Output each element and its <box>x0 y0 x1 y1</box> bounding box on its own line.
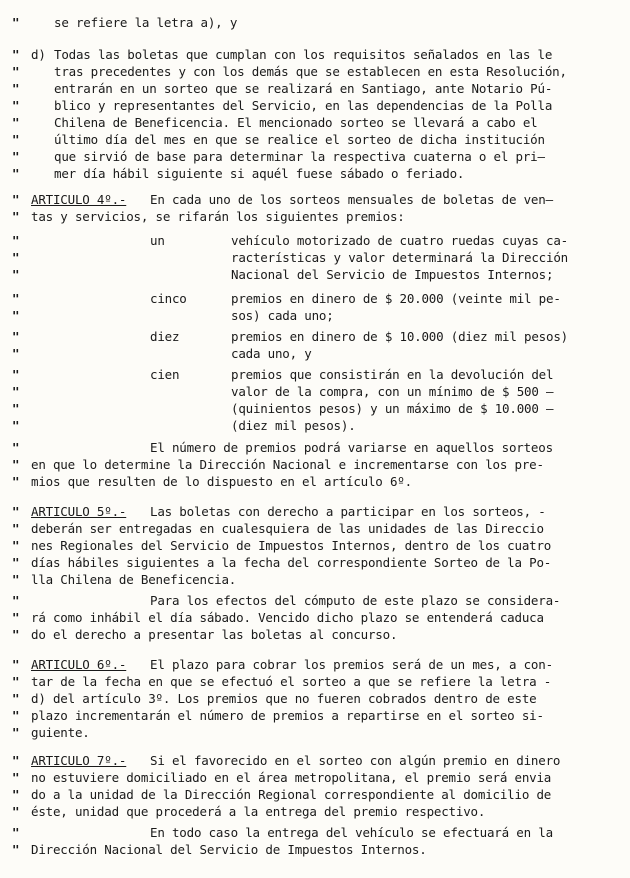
item-d-line: " d) Todas las boletas que cumplan con los requisitos señalados en las le <box>12 47 553 62</box>
art6-line: " tar de la fecha en que se efectuó el sorteo a que se refiere la letra - <box>12 674 552 689</box>
art6-line: " plazo incrementarán el número de premios a repartirse en el sorteo si- <box>12 708 544 723</box>
art5-line: " ARTICULO 5º.- Las boletas con derecho a participar en los sorteos, - <box>12 504 546 519</box>
art4-line: " mios que resulten de lo dispuesto en el artículo 6º. <box>12 474 412 489</box>
item-d-line: " Chilena de Beneficencia. El mencionado sorteo se llevará a cabo el <box>12 115 538 130</box>
art7-line: " no estuviere domiciliado en el área metropolitana, el premio será envia <box>12 770 552 785</box>
art5-line: " lla Chilena de Beneficencia. <box>12 572 237 587</box>
prize-line: " cada uno, y <box>12 346 312 361</box>
art6-heading: ARTICULO 6º.- <box>31 657 127 672</box>
item-d-line: " entrarán en un sorteo que se realizará en Santiago, ante Notario Pú- <box>12 81 553 96</box>
prize-qty: cinco <box>150 291 187 306</box>
art6-line: " ARTICULO 6º.- El plazo para cobrar los premios será de un mes, a con- <box>12 657 553 672</box>
prize-line: " sos) cada uno; <box>12 308 334 323</box>
art6-line: " guiente. <box>12 725 90 740</box>
prize-line: " diez premios en dinero de $ 10.000 (diez mil pesos) <box>12 329 568 344</box>
art4-line: " ARTICULO 4º.- En cada uno de los sorteos mensuales de boletas de ven— <box>12 192 553 207</box>
prize-line: " (quinientos pesos) y un máximo de $ 10.000 — <box>12 401 554 416</box>
prize-qty: cien <box>150 367 180 382</box>
art5-line: " deberán ser entregadas en cualesquiera de las unidades de las Direccio <box>12 521 544 536</box>
item-d-line: " tras precedentes y con los demás que se establecen en esta Resolución, <box>12 64 567 79</box>
prize-line: " racterísticas y valor determinará la Dirección <box>12 250 568 265</box>
art5-line: " rá como inhábil el día sábado. Vencido dicho plazo se entenderá caduca <box>12 610 544 625</box>
art4-heading: ARTICULO 4º.- <box>31 192 127 207</box>
item-d-label: d) <box>31 47 46 62</box>
art4-line: " El número de premios podrá variarse en aquellos sorteos <box>12 440 553 455</box>
text-line: " se refiere la letra a), y <box>12 15 238 30</box>
art7-line: " Dirección Nacional del Servicio de Impuestos Internos. <box>12 842 427 857</box>
prize-line: " un vehículo motorizado de cuatro ruedas cuyas ca- <box>12 233 568 248</box>
item-d-line: " mer día hábil siguiente si aquél fuese sábado o feriado. <box>12 166 465 181</box>
art6-line: " d) del artículo 3º. Los premios que no fueren cobrados dentro de este <box>12 691 537 706</box>
prize-line: " cien premios que consistirán en la devolución del <box>12 367 554 382</box>
item-d-line: " blico y representantes del Servicio, en las dependencias de la Polla <box>12 98 553 113</box>
item-d-line: " último día del mes en que se realice el sorteo de dicha institución <box>12 132 545 147</box>
prize-line: " (diez mil pesos). <box>12 418 356 433</box>
art5-line: " nes Regionales del Servicio de Impuestos Internos, dentro de los cuatro <box>12 538 552 553</box>
prize-qty: un <box>150 233 165 248</box>
art4-line: " en que lo determine la Dirección Nacional e incrementarse con los pre- <box>12 457 544 472</box>
art7-line: " éste, unidad que procederá a la entrega del premio respectivo. <box>12 804 486 819</box>
art5-line: " días hábiles siguientes a la fecha del correspondiente Sorteo de la Po- <box>12 555 552 570</box>
art4-line: " tas y servicios, se rifarán los siguientes premios: <box>12 209 405 224</box>
art5-heading: ARTICULO 5º.- <box>31 504 127 519</box>
art5-line: " Para los efectos del cómputo de este plazo se considera- <box>12 593 561 608</box>
prize-line: " valor de la compra, con un mínimo de $ 500 — <box>12 384 554 399</box>
prize-line: " cinco premios en dinero de $ 20.000 (veinte mil pe- <box>12 291 561 306</box>
art7-heading: ARTICULO 7º.- <box>31 753 127 768</box>
prize-qty: diez <box>150 329 180 344</box>
art7-line: " En todo caso la entrega del vehículo se efectuará en la <box>12 825 553 840</box>
item-d-line: " que sirvió de base para determinar la respectiva cuaterna o el pri— <box>12 149 545 164</box>
art7-line: " ARTICULO 7º.- Si el favorecido en el sorteo con algún premio en dinero <box>12 753 561 768</box>
margin-mark: " <box>12 15 20 30</box>
margin-mark: " <box>12 47 20 62</box>
art7-line: " do a la unidad de la Dirección Regional correspondiente al domicilio de <box>12 787 552 802</box>
prize-line: " Nacional del Servicio de Impuestos Internos; <box>12 267 554 282</box>
art5-line: " do el derecho a presentar las boletas al concurso. <box>12 627 398 642</box>
